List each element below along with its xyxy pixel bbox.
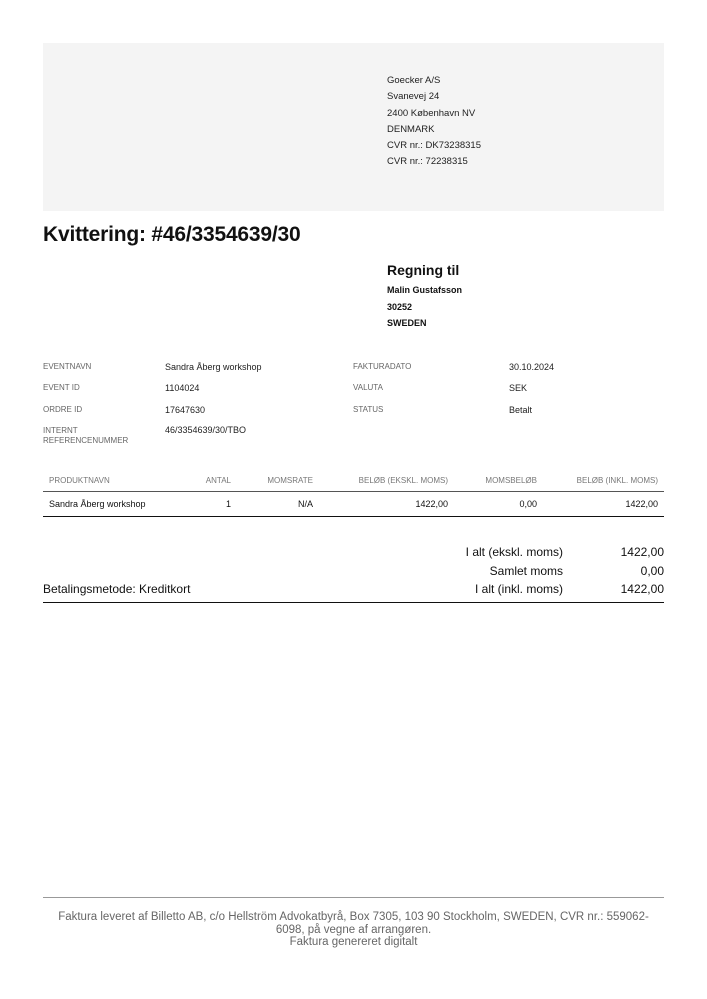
table-row — [43, 491, 664, 516]
total-incl-value: 1422,00 — [620, 582, 664, 596]
footer-line-2: 6098, på vegne af arrangøren. — [275, 923, 432, 936]
seller-street: Svanevej 24 — [387, 91, 440, 103]
line-items-table — [43, 470, 664, 517]
totals-divider — [43, 602, 664, 603]
event-id-label: EVENT ID — [43, 383, 80, 392]
col-header-amount-incl: BELØB (INKL. MOMS) — [543, 470, 664, 491]
seller-header-box — [43, 43, 664, 211]
currency-label: VALUTA — [353, 383, 383, 392]
internal-ref-value: 46/3354639/30/TBO — [165, 425, 247, 435]
footer-line-3: Faktura genereret digitalt — [289, 936, 418, 948]
col-header-amount-excl: BELØB (EKSKL. MOMS) — [319, 470, 454, 491]
order-id-value: 17647630 — [165, 405, 206, 415]
bill-to-heading: Regning til — [387, 262, 460, 278]
event-id-value: 1104024 — [165, 383, 200, 393]
seller-name: Goecker A/S — [387, 75, 441, 86]
status-label: STATUS — [353, 405, 384, 414]
cell-vat-rate: N/A — [237, 491, 319, 516]
total-vat-label: Samlet moms — [489, 564, 563, 578]
currency-value: SEK — [509, 383, 528, 393]
status-value: Betalt — [509, 405, 533, 415]
footer-text — [43, 911, 664, 949]
col-header-quantity: ANTAL — [193, 470, 237, 491]
cell-amount-excl: 1422,00 — [319, 491, 454, 516]
footer-divider — [43, 897, 664, 898]
event-name-label: EVENTNAVN — [43, 362, 92, 371]
bill-to-section — [387, 262, 462, 332]
seller-country: DENMARK — [387, 123, 435, 135]
invoice-date-value: 30.10.2024 — [509, 362, 555, 372]
col-header-vat-rate: MOMSRATE — [237, 470, 319, 491]
footer-line-1: Faktura leveret af Billetto AB, c/o Hellström Advokatbyrå, Box 7305, 103 90 Stockholm, SWEDEN, CVR nr.: 559062- — [58, 911, 649, 923]
cell-amount-incl: 1422,00 — [543, 491, 664, 516]
total-excl-label: I alt (ekskl. moms) — [465, 545, 563, 559]
total-excl-value: 1422,00 — [620, 545, 664, 559]
payment-method: Betalingsmetode: Kreditkort — [43, 582, 191, 596]
bill-to-postal: 30252 — [387, 301, 413, 312]
seller-city: 2400 København NV — [387, 107, 476, 119]
total-vat-value: 0,00 — [640, 564, 664, 578]
col-header-product: PRODUKTNAVN — [43, 470, 193, 491]
seller-vat-number: CVR nr.: DK73238315 — [387, 140, 482, 152]
bill-to-country: SWEDEN — [387, 318, 427, 328]
invoice-date-label: FAKTURADATO — [353, 362, 412, 371]
cell-product: Sandra Åberg workshop — [43, 491, 193, 516]
receipt-title: Kvittering: #46/3354639/30 — [43, 223, 301, 246]
bill-to-name: Malin Gustafsson — [387, 285, 463, 295]
order-id-label: ORDRE ID — [43, 405, 83, 414]
table-header-row — [43, 470, 664, 491]
event-name-value: Sandra Åberg workshop — [165, 362, 262, 372]
cell-quantity: 1 — [193, 491, 237, 516]
col-header-vat-amount: MOMSBELØB — [454, 470, 543, 491]
seller-address — [387, 73, 481, 171]
cell-vat-amount: 0,00 — [454, 491, 543, 516]
seller-cvr-number: CVR nr.: 72238315 — [387, 156, 468, 168]
total-incl-label: I alt (inkl. moms) — [474, 582, 563, 596]
internal-ref-label: INTERNT REFERENCENUMMER — [43, 426, 129, 445]
